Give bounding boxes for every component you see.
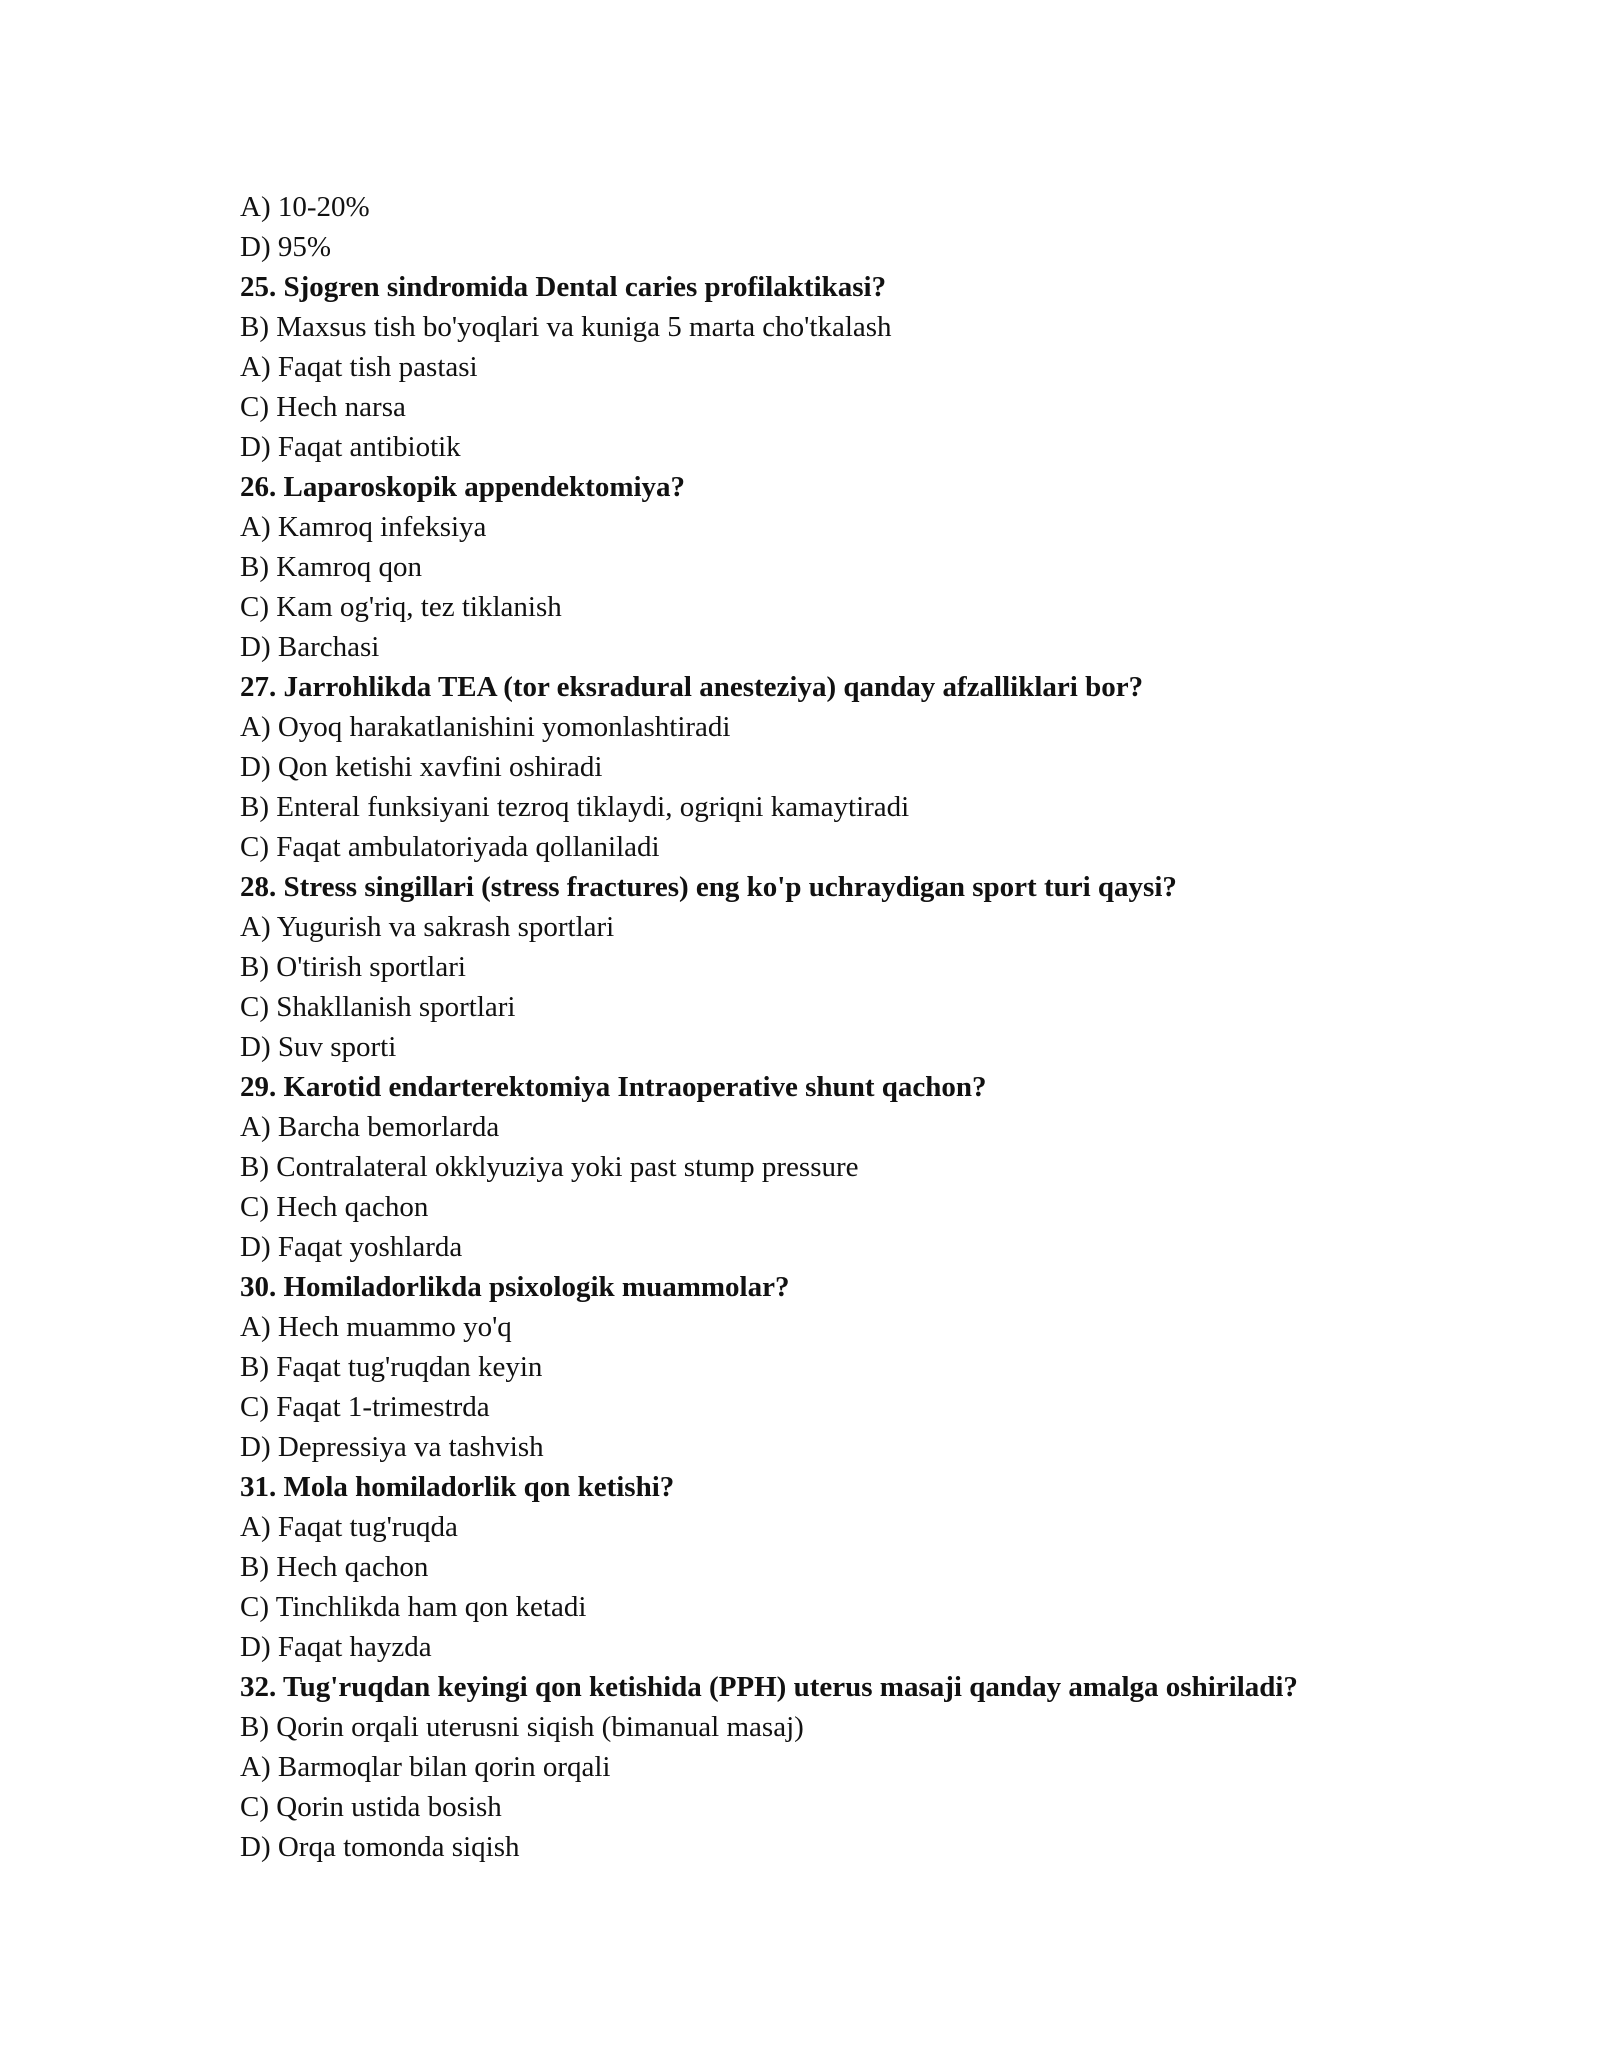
answer-option: A) Faqat tug'ruqda: [240, 1511, 458, 1543]
answer-option: B) Faqat tug'ruqdan keyin: [240, 1351, 543, 1383]
answer-option: A) Barmoqlar bilan qorin orqali: [240, 1751, 611, 1783]
answer-option: B) Enteral funksiyani tezroq tiklaydi, ogriqni kamaytiradi: [240, 791, 910, 823]
answer-option: C) Qorin ustida bosish: [240, 1791, 502, 1823]
question-heading: 32. Tug'ruqdan keyingi qon ketishida (PPH) uterus masaji qanday amalga oshiriladi?: [240, 1671, 1298, 1703]
answer-option: D) Faqat hayzda: [240, 1631, 432, 1663]
answer-option: B) O'tirish sportlari: [240, 951, 466, 983]
question-heading: 27. Jarrohlikda TEA (tor eksradural anesteziya) qanday afzalliklari bor?: [240, 671, 1144, 703]
question-heading: 29. Karotid endarterektomiya Intraoperative shunt qachon?: [240, 1071, 987, 1103]
answer-option: D) Orqa tomonda siqish: [240, 1831, 520, 1863]
answer-option: C) Hech qachon: [240, 1191, 429, 1223]
answer-option: A) Faqat tish pastasi: [240, 351, 478, 383]
answer-option: D) Qon ketishi xavfini oshiradi: [240, 751, 603, 783]
answer-option: D) Depressiya va tashvish: [240, 1431, 544, 1463]
answer-option: B) Maxsus tish bo'yoqlari va kuniga 5 marta cho'tkalash: [240, 311, 892, 343]
answer-option: D) Barchasi: [240, 631, 380, 663]
answer-option: D) Faqat antibiotik: [240, 431, 461, 463]
answer-option: B) Kamroq qon: [240, 551, 423, 583]
answer-option: D) Faqat yoshlarda: [240, 1231, 463, 1263]
answer-option: A) Barcha bemorlarda: [240, 1111, 500, 1143]
answer-option: A) 10-20%: [240, 191, 370, 223]
answer-option: C) Shakllanish sportlari: [240, 991, 516, 1023]
question-heading: 30. Homiladorlikda psixologik muammolar?: [240, 1271, 790, 1303]
question-heading: 25. Sjogren sindromida Dental caries profilaktikasi?: [240, 271, 887, 303]
question-heading: 26. Laparoskopik appendektomiya?: [240, 471, 686, 503]
answer-option: A) Oyoq harakatlanishini yomonlashtiradi: [240, 711, 731, 743]
answer-option: C) Faqat 1-trimestrda: [240, 1391, 490, 1423]
answer-option: C) Faqat ambulatoriyada qollaniladi: [240, 831, 660, 863]
answer-option: A) Yugurish va sakrash sportlari: [240, 911, 615, 943]
answer-option: C) Hech narsa: [240, 391, 406, 423]
answer-option: D) 95%: [240, 231, 332, 263]
answer-option: D) Suv sporti: [240, 1031, 397, 1063]
answer-option: B) Qorin orqali uterusni siqish (bimanual masaj): [240, 1711, 804, 1743]
question-heading: 28. Stress singillari (stress fractures) eng ko'p uchraydigan sport turi qaysi?: [240, 871, 1177, 903]
answer-option: B) Contralateral okklyuziya yoki past stump pressure: [240, 1151, 859, 1183]
answer-option: C) Kam og'riq, tez tiklanish: [240, 591, 562, 623]
answer-option: B) Hech qachon: [240, 1551, 429, 1583]
answer-option: C) Tinchlikda ham qon ketadi: [240, 1591, 587, 1623]
question-list: [240, 187, 1440, 1867]
answer-option: A) Hech muammo yo'q: [240, 1311, 512, 1343]
answer-option: A) Kamroq infeksiya: [240, 511, 487, 543]
question-heading: 31. Mola homiladorlik qon ketishi?: [240, 1471, 675, 1503]
